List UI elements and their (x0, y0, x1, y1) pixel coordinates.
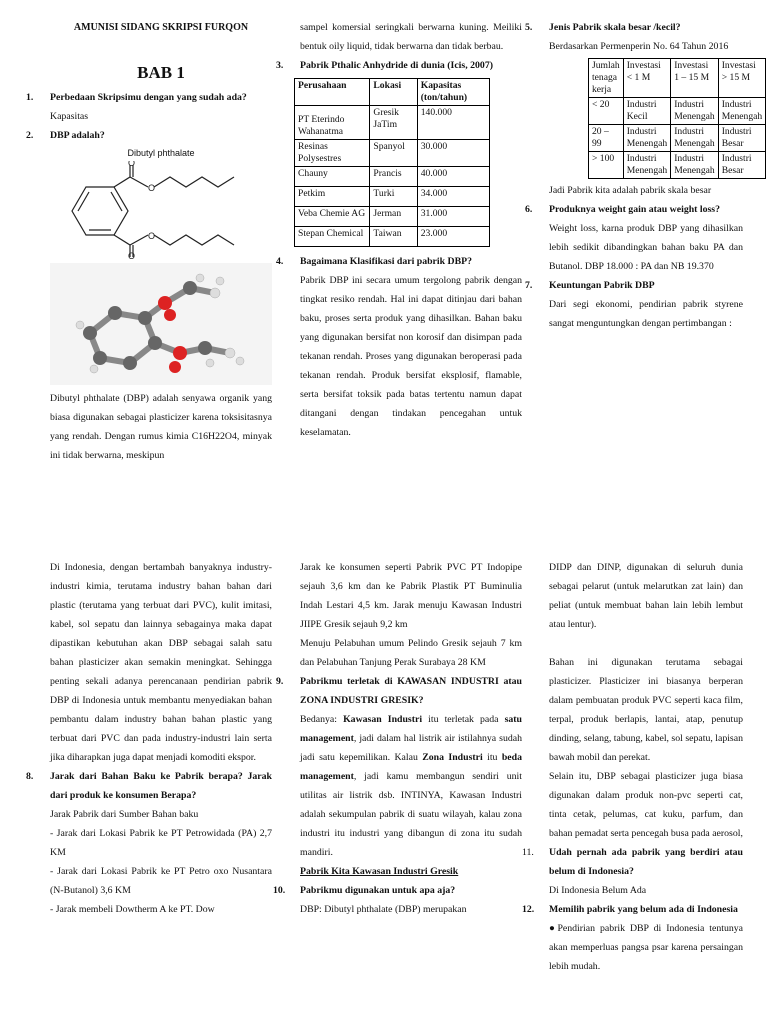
distance-item: - Jarak dari Lokasi Pabrik ke PT Petro oxo Nusantara (N-Butanol) 3,6 KM (50, 866, 272, 896)
table-cell: Veba Chemie AG (295, 207, 370, 227)
bottom-column-1 (26, 558, 272, 919)
table-cell: Industri Kecil (623, 98, 671, 125)
answer-10: DBP: Dibutyl phthalate (DBP) merupakan (300, 904, 467, 915)
question-text: Produknya weight gain atau weight loss? (549, 204, 721, 215)
question-12 (522, 900, 743, 919)
usage-paragraph-3: Selain itu, DBP sebagai plasticizer juga biasa digunakan dalam produk non-pvc seperti cat, tinta cetak, pelumas, cat kuku, parfum, dan bahan pemadat serta pencegah busa pada aerosol, (549, 771, 743, 839)
bottom-column-2 (273, 558, 522, 919)
svg-text:O: O (148, 231, 156, 241)
table-cell: Stepan Chemical (295, 227, 370, 247)
question-text: Jarak dari Bahan Baku ke Pabrik berapa? Jarak dari produk ke konsumen Berapa? (50, 771, 272, 801)
table-row (295, 227, 490, 247)
table-cell: Industri Menengah (671, 98, 719, 125)
industry-scale-table (588, 58, 766, 179)
answer-5-conclusion: Jadi Pabrik kita adalah pabrik skala besar (549, 185, 712, 196)
table-cell: Gresik JaTim (370, 106, 417, 140)
question-number: 4. (276, 256, 284, 267)
question-number: 11. (522, 847, 534, 858)
table-header: Investasi 1 – 15 M (671, 59, 719, 98)
table-cell: Jerman (370, 207, 417, 227)
text-run: Bedanya: (300, 714, 344, 725)
table-row (589, 152, 766, 179)
table-cell: Industri Besar (718, 152, 766, 179)
table-cell: Chauny (295, 167, 370, 187)
table-cell: 34.000 (417, 187, 489, 207)
continued-text: sampel komersial seringkali berwarna kuning. Meiliki bentuk oily liquid, tidak berwarna dan tidak berbau. (300, 22, 522, 52)
question-number: 3. (276, 60, 284, 71)
answer-12: ●Pendirian pabrik DBP di Indonesia tentunya akan memperluas pangsa psar karena persaingan lebih mudah. (549, 923, 743, 972)
question-1 (26, 88, 272, 107)
question-number: 7. (525, 280, 533, 291)
question-text: Pabrik Pthalic Anhydride di dunia (Icis, 2007) (300, 60, 493, 71)
table-cell: > 100 (589, 152, 624, 179)
svg-text:O: O (128, 251, 136, 259)
question-number: 6. (525, 204, 533, 215)
distance-item: - Jarak dari Lokasi Pabrik ke PT Petrowidada (PA) 2,7 KM (50, 828, 272, 858)
answer-8: Jarak Pabrik dari Sumber Bahan baku (50, 809, 199, 820)
question-number: 12. (522, 904, 535, 915)
text-run: , jadi dalam hal listrik air istilahnya sudah jadi satu kepemilikan. Kalau (300, 733, 522, 763)
question-5 (525, 18, 743, 37)
table-header: Kapasitas (ton/tahun) (417, 79, 489, 106)
table-header: Investasi < 1 M (623, 59, 671, 98)
figure-title: Dibutyl phthalate (127, 148, 195, 158)
bold-term: Zona Industri (422, 752, 483, 763)
table-cell: Industri Besar (718, 125, 766, 152)
table-cell: 20 – 99 (589, 125, 624, 152)
table-row (295, 140, 490, 167)
table-row (295, 187, 490, 207)
table-cell: Taiwan (370, 227, 417, 247)
answer-9 (300, 710, 522, 862)
question-4 (276, 252, 522, 271)
question-text: Keuntungan Pabrik DBP (549, 280, 655, 291)
answer-7: Dari segi ekonomi, pendirian pabrik styrene sangat menguntungkan dengan pertimbangan : (549, 299, 743, 329)
question-11 (522, 843, 743, 881)
question-text: DBP adalah? (50, 130, 105, 141)
table-cell: Industri Menengah (671, 152, 719, 179)
question-number: 9. (276, 676, 284, 687)
table-row (589, 125, 766, 152)
top-column-2 (276, 18, 522, 442)
question-text: Bagaimana Klasifikasi dari pabrik DBP? (300, 256, 473, 267)
table-row (295, 167, 490, 187)
chapter-title: BAB 1 (137, 63, 185, 82)
question-6 (525, 200, 743, 219)
question-text: Perbedaan Skripsimu dengan yang sudah ada? (50, 92, 247, 103)
table-header: Investasi > 15 M (718, 59, 766, 98)
port-distance: Menuju Pelabuhan umum Pelindo Gresik sejauh 7 km dan Pelabuhan Tanjung Perak Surabaya 28 KM (300, 638, 522, 668)
bold-term: satu management (300, 714, 522, 744)
bold-term: Kawasan Industri (343, 714, 423, 725)
pa-factory-table (294, 78, 490, 247)
answer-5: Berdasarkan Permenperin No. 64 Tahun 2016 (549, 41, 729, 52)
table-cell: 31.000 (417, 207, 489, 227)
question-9 (276, 672, 522, 710)
text-run: , jadi kamu membangun sendiri unit utilitas air listrik dsb. INTINYA, Kawasan Industri adalah sekumpulan pabrik di suatu wilayah, kalau zona industri itu industri yang dibangun di zona itu sudah mandiri. (300, 771, 522, 858)
question-number: 1. (26, 92, 34, 103)
question-number: 10. (273, 885, 286, 896)
document-header: AMUNISI SIDANG SKRIPSI FURQON (73, 22, 249, 33)
question-8 (26, 767, 272, 805)
answer-4: Pabrik DBP ini secara umum tergolong pabrik dengan tingkat resiko rendah. Hal ini dapat ditinjau dari bahan baku, proses serta produk yang dihasilkan. Bahan baku yang digunakan bersifat non korosif dan disimpan pada tekanan rendah. Proses yang digunakan beroperasi pada tekanan rendah. Produk bersifat eksplosif, flamable, serta bersifat toksik pada batas tertentu namun dapat ditangani dengan tindakan pencegahan untuk keselamatan. (300, 275, 522, 438)
table-row (589, 98, 766, 125)
table-cell: Spanyol (370, 140, 417, 167)
question-text: Udah pernah ada pabrik yang berdiri atau belum di Indonesia? (549, 847, 743, 877)
top-column-3 (525, 18, 763, 333)
dbp-3d-model (50, 263, 272, 385)
table-cell: Industri Menengah (671, 125, 719, 152)
answer-11: Di Indonesia Belum Ada (549, 885, 647, 896)
usage-paragraph-1: DIDP dan DINP, digunakan di seluruh dunia sebagai pelarut (untuk melarutkan zat lain) dan peliat (untuk membuat bahan lain lebih lembut atau lentur). (549, 562, 743, 630)
table-cell: 23.000 (417, 227, 489, 247)
table-row (295, 106, 490, 140)
table-cell: 30.000 (417, 140, 489, 167)
distance-item: - Jarak membeli Dowtherm A ke PT. Dow (50, 904, 215, 915)
table-header: Perusahaan (295, 79, 370, 106)
table-cell: Industri Menengah (623, 152, 671, 179)
question-10 (273, 881, 522, 900)
dbp-description: Dibutyl phthalate (DBP) adalah senyawa organik yang biasa digunakan sebagai plasticizer karena toksisitasnya yang rendah. Dengan rumus kimia C16H22O4, minyak ini tidak berwarna, meskipun (50, 393, 272, 461)
location-conclusion: Pabrik Kita Kawasan Industri Gresik (300, 866, 459, 877)
table-cell: Industri Menengah (623, 125, 671, 152)
table-row (295, 207, 490, 227)
bold-term: beda management (300, 752, 522, 782)
bottom-column-3 (522, 558, 743, 976)
question-text: Memilih pabrik yang belum ada di Indonesia (549, 904, 738, 915)
svg-text:O: O (128, 161, 136, 168)
question-number: 2. (26, 130, 34, 141)
svg-text:O: O (148, 183, 156, 193)
table-cell: Petkim (295, 187, 370, 207)
dbp-structure-diagram (50, 161, 250, 259)
indonesia-paragraph: Di Indonesia, dengan bertambah banyaknya industry-industri kimia, terutama industry bahan bahan dari plastic (terutama yang terbuat dari PVC), kulit imitasi, kabel, sol sepatu dan lainnya sebagainya maka dapat dipastikan kebutuhan akan DBP sebagai salah satu bahan plasticizer akan semakin meningkat. Sehingga penting sekali adanya perencanaan pendirian pabrik DBP di Indonesia untuk membantu menyediakan bahan pembantu dalam industry bahan bahan plastic yang terbuat dari PVC dan pada industry-industri lain serta jika diharapkan juga dapat menjadi komoditi ekspor. (50, 562, 272, 763)
answer-1: Kapasitas (50, 111, 89, 122)
question-number: 5. (525, 22, 533, 33)
table-cell: 40.000 (417, 167, 489, 187)
top-column-1 (26, 18, 272, 465)
question-text: Pabrikmu digunakan untuk apa aja? (300, 885, 456, 896)
table-cell: Industri Menengah (718, 98, 766, 125)
table-cell: Resinas Polysestres (295, 140, 370, 167)
table-cell: Turki (370, 187, 417, 207)
question-7 (525, 276, 743, 295)
table-header: Jumlah tenaga kerja (589, 59, 624, 98)
question-3 (276, 56, 522, 75)
question-text: Pabrikmu terletak di KAWASAN INDUSTRI atau ZONA INDUSTRI GRESIK? (300, 676, 522, 706)
consumer-distance: Jarak ke konsumen seperti Pabrik PVC PT Indopipe sejauh 3,6 km dan ke Pabrik Plastik PT Buminulia Indah Lestari 4,5 km. Jarak menuju Kawasan Industri JIIPE Gresik sejauh 9,2 km (300, 562, 522, 630)
question-text: Jenis Pabrik skala besar /kecil? (549, 22, 681, 33)
table-header: Lokasi (370, 79, 417, 106)
text-run: itu terletak pada (422, 714, 505, 725)
table-cell: Prancis (370, 167, 417, 187)
question-2 (26, 126, 272, 145)
table-cell: PT Eterindo Wahanatma (295, 106, 370, 140)
answer-6: Weight loss, karna produk DBP yang dihasilkan lebih sedikit dibandingkan bahan baku PA dan Butanol. DBP 18.000 : PA dan NB 19.370 (549, 223, 743, 272)
table-cell: 140.000 (417, 106, 489, 140)
question-number: 8. (26, 771, 34, 782)
text-run: itu (482, 752, 502, 763)
usage-paragraph-2: Bahan ini digunakan terutama sebagai plasticizer. Plasticizer ini biasanya berperan dalam pembuatan produk PVC seperti kaca film, terpal, produk berlapis, lantai, atap, penutup dinding, selang, tabung, kabel, sol sepatu, lapisan bawah mobil dan perekat. (549, 657, 743, 763)
table-cell: < 20 (589, 98, 624, 125)
